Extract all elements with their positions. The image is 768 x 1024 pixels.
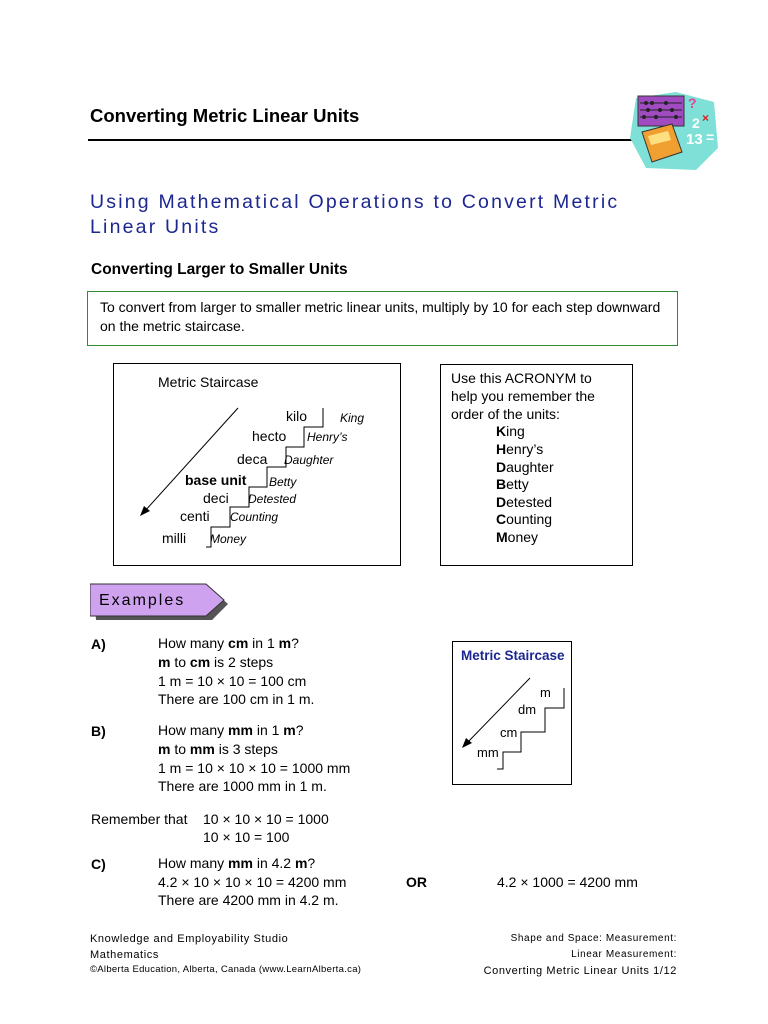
svg-text:?: ? bbox=[688, 95, 697, 111]
svg-text:=: = bbox=[706, 129, 715, 145]
unit-deci: deci bbox=[203, 490, 229, 506]
page-title: Converting Metric Linear Units bbox=[90, 105, 360, 126]
small-unit-dm: dm bbox=[518, 702, 537, 717]
small-unit-mm: mm bbox=[477, 745, 499, 760]
small-unit-m: m bbox=[540, 685, 551, 700]
mnemonic-henrys: Henry’s bbox=[307, 430, 348, 444]
section-title: Using Mathematical Operations to Convert Metric Linear Units bbox=[90, 191, 620, 238]
footer-right-2: Linear Measurement: bbox=[571, 949, 677, 960]
acronym-item: King bbox=[496, 423, 525, 440]
example-b-answer: There are 1000 mm in 1 m. bbox=[158, 778, 327, 794]
subsection-title: Converting Larger to Smaller Units bbox=[91, 261, 348, 278]
unit-deca: deca bbox=[237, 451, 268, 467]
mnemonic-daughter: Daughter bbox=[284, 453, 334, 467]
remember-line-1: 10 × 10 × 10 = 1000 bbox=[203, 811, 329, 827]
acronym-list bbox=[451, 423, 622, 546]
mnemonic-betty: Betty bbox=[269, 475, 297, 489]
small-staircase-box bbox=[452, 641, 572, 785]
title-rule bbox=[88, 139, 640, 141]
math-clipart-icon bbox=[626, 88, 722, 174]
example-b-calc: 1 m = 10 × 10 × 10 = 1000 mm bbox=[158, 760, 351, 776]
examples-label: Examples bbox=[99, 592, 186, 609]
example-c-question: How many mm in 4.2 m? bbox=[158, 855, 316, 871]
mnemonic-king: King bbox=[340, 411, 365, 425]
example-c-calc: 4.2 × 10 × 10 × 10 = 4200 mm bbox=[158, 874, 347, 890]
acronym-item: Money bbox=[496, 528, 539, 545]
example-b-steps: m to mm is 3 steps bbox=[158, 741, 278, 757]
acronym-item: Daughter bbox=[496, 458, 554, 475]
remember-label: Remember that bbox=[91, 811, 188, 827]
example-c-answer: There are 4200 mm in 4.2 m. bbox=[158, 892, 339, 908]
svg-text:13: 13 bbox=[686, 131, 703, 148]
acronym-intro: Use this ACRONYM to help you remember the order of the units: bbox=[451, 370, 595, 422]
example-a-letter: A) bbox=[91, 636, 106, 652]
acronym-box bbox=[440, 364, 633, 566]
unit-kilo: kilo bbox=[286, 408, 308, 424]
example-b-letter: B) bbox=[91, 723, 106, 739]
unit-base: base unit bbox=[185, 472, 247, 488]
example-b-question: How many mm in 1 m? bbox=[158, 722, 304, 738]
example-c-alt-calc: 4.2 × 1000 = 4200 mm bbox=[497, 874, 638, 890]
mnemonic-money: Money bbox=[210, 532, 247, 546]
small-staircase-drawing bbox=[453, 642, 573, 786]
rule-box bbox=[87, 291, 678, 346]
example-a-calc: 1 m = 10 × 10 = 100 cm bbox=[158, 673, 307, 689]
small-unit-cm: cm bbox=[500, 725, 518, 740]
footer-right-1: Shape and Space: Measurement: bbox=[510, 933, 677, 944]
remember-line-2: 10 × 10 = 100 bbox=[203, 829, 290, 845]
svg-text:×: × bbox=[702, 111, 710, 125]
staircase-title: Metric Staircase bbox=[158, 374, 259, 390]
example-c-letter: C) bbox=[91, 856, 106, 872]
rule-text: To convert from larger to smaller metric linear units, multiply by 10 for each step downward on the metric staircase. bbox=[100, 299, 661, 334]
footer-copyright: ©Alberta Education, Alberta, Canada (www.LearnAlberta.ca) bbox=[90, 964, 362, 975]
example-a-steps: m to cm is 2 steps bbox=[158, 654, 274, 670]
example-a-question: How many cm in 1 m? bbox=[158, 635, 299, 651]
footer-left-2: Mathematics bbox=[90, 949, 159, 961]
example-a-answer: There are 100 cm in 1 m. bbox=[158, 691, 315, 707]
unit-hecto: hecto bbox=[252, 428, 287, 444]
acronym-item: Betty bbox=[496, 476, 529, 493]
svg-text:2: 2 bbox=[692, 115, 700, 131]
acronym-item: Detested bbox=[496, 493, 553, 510]
example-c-or: OR bbox=[406, 874, 427, 890]
mnemonic-detested: Detested bbox=[248, 492, 297, 506]
metric-staircase-box bbox=[113, 363, 401, 566]
small-staircase-title: Metric Staircase bbox=[461, 648, 565, 663]
mnemonic-counting: Counting bbox=[230, 510, 279, 524]
footer-right-3: Converting Metric Linear Units 1/12 bbox=[483, 965, 677, 977]
unit-centi: centi bbox=[180, 508, 210, 524]
footer-left-1: Knowledge and Employability Studio bbox=[90, 933, 289, 945]
unit-milli: milli bbox=[162, 530, 187, 546]
acronym-item: Henry’s bbox=[496, 440, 544, 457]
acronym-item: Counting bbox=[496, 511, 553, 528]
